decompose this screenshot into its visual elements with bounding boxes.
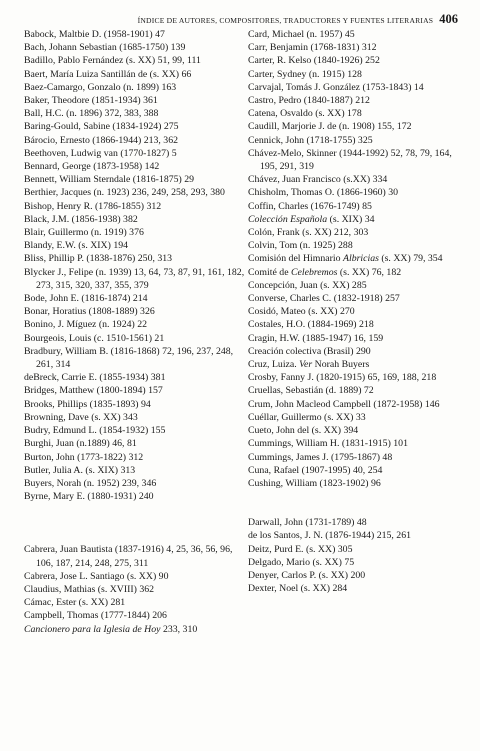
index-entry: Browning, Dave (s. XX) 343 (24, 411, 138, 423)
index-entry: Blycker J., Felipe (n. 1939) 13, 64, 73, 87, 91, 161, 182, 273, 315, 320, 337, 355, 379 (24, 266, 245, 291)
section-gap (24, 503, 246, 543)
cross-reference-ver: Ver (299, 359, 313, 371)
entry-pages: (s. XX) 76, 182 (337, 266, 402, 278)
index-entry: Cummings, James J. (1795-1867) 48 (248, 451, 393, 463)
index-entry: Baring-Gould, Sabine (1834-1924) 275 (24, 121, 179, 133)
index-entry: Cueto, John del (s. XX) 394 (248, 425, 359, 437)
index-entry: Badillo, Pablo Fernández (s. XX) 51, 99, 111 (24, 55, 201, 67)
index-entry: Converse, Charles C. (1832-1918) 257 (248, 293, 400, 305)
index-entry: Baker, Theodore (1851-1934) 361 (24, 95, 158, 107)
left-group-c (24, 543, 246, 622)
index-entry: Cruellas, Sebastián (d. 1889) 72 (248, 385, 374, 397)
index-entry: Baert, María Luiza Santillán de (s. XX) 66 (24, 68, 192, 80)
index-entry: Claudius, Mathias (s. XVIII) 362 (24, 583, 155, 595)
index-entry (248, 358, 470, 371)
index-entry: Bridges, Matthew (1800-1894) 157 (24, 385, 163, 397)
index-entry: Darwall, John (1731-1789) 48 (248, 517, 367, 529)
index-entry: Bennard, George (1873-1958) 142 (24, 161, 160, 173)
right-group-c-part2 (248, 226, 470, 252)
index-entry: Cámac, Ester (s. XX) 281 (24, 597, 126, 609)
right-column (248, 28, 470, 595)
index-entry: Deitz, Purd E. (s. XX) 305 (248, 543, 353, 555)
entry-rest: Norah Buyers (312, 359, 370, 371)
index-entry (24, 623, 246, 636)
page-header (0, 10, 458, 28)
index-entry: Campbell, Thomas (1777-1844) 206 (24, 610, 167, 622)
left-column (24, 28, 246, 636)
index-entry: Buyers, Norah (n. 1952) 239, 346 (24, 477, 157, 489)
index-entry: Burghi, Juan (n.1889) 46, 81 (24, 438, 137, 450)
index-entry: Chávez-Melo, Skinner (1944-1992) 52, 78, 79, 164, 195, 291, 319 (248, 147, 452, 173)
entry-pages: (s. XIX) 34 (327, 213, 375, 225)
index-entry: Cushing, William (1823-1902) 96 (248, 477, 381, 489)
index-entry: Chávez, Juan Francisco (s.XX) 334 (248, 174, 388, 186)
index-entry: Byrne, Mary E. (1880-1931) 240 (24, 491, 154, 503)
index-entry: Ball, H.C. (n. 1896) 372, 383, 388 (24, 108, 159, 120)
index-entry: Bennett, William Sterndale (1816-1875) 29 (24, 174, 195, 186)
index-entry: Bliss, Phillip P. (1838-1876) 250, 313 (24, 253, 173, 265)
index-entry: Card, Michael (n. 1957) 45 (248, 29, 355, 40)
entry-pages: 233, 310 (160, 623, 198, 635)
index-entry: Carr, Benjamin (1768-1831) 312 (248, 42, 377, 54)
index-entry: Castro, Pedro (1840-1887) 212 (248, 95, 370, 107)
index-entry: Delgado, Mario (s. XX) 75 (248, 556, 355, 568)
index-entry: Coffin, Charles (1676-1749) 85 (248, 200, 372, 212)
index-entry: Budry, Edmund L. (1854-1932) 155 (24, 425, 166, 437)
index-entry: Berthier, Jacques (n. 1923) 236, 249, 258, 293, 380 (24, 187, 225, 199)
index-entry: Chisholm, Thomas O. (1866-1960) 30 (248, 187, 399, 199)
page-number: 406 (439, 12, 458, 26)
index-entry: Catena, Osvaldo (s. XX) 178 (248, 108, 362, 120)
index-entry: de los Santos, J. N. (1876-1944) 215, 261 (248, 530, 412, 542)
index-entry: Brooks, Phillips (1835-1893) 94 (24, 398, 151, 410)
index-entry: Cabrera, Juan Bautista (1837-1916) 4, 25, 36, 56, 96, 106, 187, 214, 248, 275, 311 (24, 544, 233, 569)
index-entry: Bradbury, William B. (1816-1868) 72, 196, 237, 248, 261, 314 (24, 345, 234, 371)
index-entry: Carter, Sydney (n. 1915) 128 (248, 68, 362, 80)
index-entry: Cuéllar, Guillermo (s. XX) 33 (248, 411, 366, 423)
source-title: Colección Española (248, 213, 328, 225)
source-title: Celebremos (291, 266, 338, 278)
index-entry: Colvin, Tom (n. 1925) 288 (248, 240, 353, 252)
index-entry: Cragin, H.W. (1885-1947) 16, 159 (248, 332, 384, 344)
index-entry: Black, J.M. (1856-1938) 382 (24, 213, 138, 225)
index-entry: Cummings, William H. (1831-1915) 101 (248, 438, 408, 450)
index-entry: Concepción, Juan (s. XX) 285 (248, 279, 367, 291)
index-entry: Bárocio, Ernesto (1866-1944) 213, 362 (24, 134, 178, 146)
index-entry: Bonino, J. Míguez (n. 1924) 22 (24, 319, 147, 331)
index-entry: Denyer, Carlos P. (s. XX) 200 (248, 569, 366, 581)
entry-prefix: Comité de (248, 266, 291, 278)
index-entry: Baez-Camargo, Gonzalo (n. 1899) 163 (24, 81, 177, 93)
right-group-c-part1 (248, 28, 470, 213)
index-entry: Costales, H.O. (1884-1969) 218 (248, 319, 374, 331)
index-entry: Crum, John Macleod Campbell (1872-1958) 146 (248, 398, 440, 410)
entry-pages: (s. XX) 79, 354 (378, 253, 443, 265)
entry-prefix: Cruz, Luiza. (248, 359, 300, 371)
index-entry (248, 266, 470, 279)
index-entry: Cuna, Rafael (1907-1995) 40, 254 (248, 464, 383, 476)
index-entry: Crosby, Fanny J. (1820-1915) 65, 169, 188, 218 (248, 372, 437, 384)
index-entry: Carter, R. Kelso (1840-1926) 252 (248, 55, 380, 67)
index-entry: Bode, John E. (1816-1874) 214 (24, 293, 148, 305)
index-entry: Babock, Maltbie D. (1958-1901) 47 (24, 29, 165, 40)
index-entry: Caudill, Marjorie J. de (n. 1908) 155, 172 (248, 121, 412, 133)
index-entry: Dexter, Noel (s. XX) 284 (248, 583, 348, 595)
index-entry: Colón, Frank (s. XX) 212, 303 (248, 227, 369, 239)
index-entry: Blandy, E.W. (s. XIX) 194 (24, 240, 129, 252)
index-entry: Bishop, Henry R. (1786-1855) 312 (24, 200, 162, 212)
index-entry: Burton, John (1773-1822) 312 (24, 451, 144, 463)
index-entry: Cennick, John (1718-1755) 325 (248, 134, 373, 146)
index-entry (248, 213, 470, 226)
section-gap (248, 490, 470, 516)
index-entry: Creación colectiva (Brasil) 290 (248, 345, 371, 357)
index-entry: Cosidó, Mateo (s. XX) 270 (248, 306, 355, 318)
left-group-b (24, 28, 246, 503)
index-entry: Bach, Johann Sebastian (1685-1750) 139 (24, 42, 186, 54)
index-entry: Blair, Guillermo (n. 1919) 376 (24, 227, 144, 239)
entry-prefix: Comisión del Himnario (248, 253, 343, 265)
index-entry: Beethoven, Ludwig van (1770-1827) 5 (24, 147, 177, 159)
right-group-d (248, 516, 470, 595)
index-entry: Cabrera, Jose L. Santiago (s. XX) 90 (24, 570, 169, 582)
index-entry: Bonar, Horatius (1808-1889) 326 (24, 306, 155, 318)
index-entry: Butler, Julia A. (s. XIX) 313 (24, 464, 136, 476)
index-entry (248, 252, 470, 265)
source-title: Cancionero para la Iglesia de Hoy (24, 623, 161, 635)
running-title: ÍNDICE DE AUTORES, COMPOSITORES, TRADUCTORES Y FUENTES LITERARIAS (137, 16, 434, 25)
index-entry: deBreck, Carrie E. (1855-1934) 381 (24, 372, 166, 384)
index-entry: Carvajal, Tomás J. González (1753-1843) 14 (248, 81, 424, 93)
right-group-c-part3 (248, 279, 470, 358)
index-entry: Bourgeois, Louis (c. 1510-1561) 21 (24, 332, 165, 344)
source-title: Albricias (342, 253, 379, 265)
right-group-c-part4 (248, 371, 470, 490)
